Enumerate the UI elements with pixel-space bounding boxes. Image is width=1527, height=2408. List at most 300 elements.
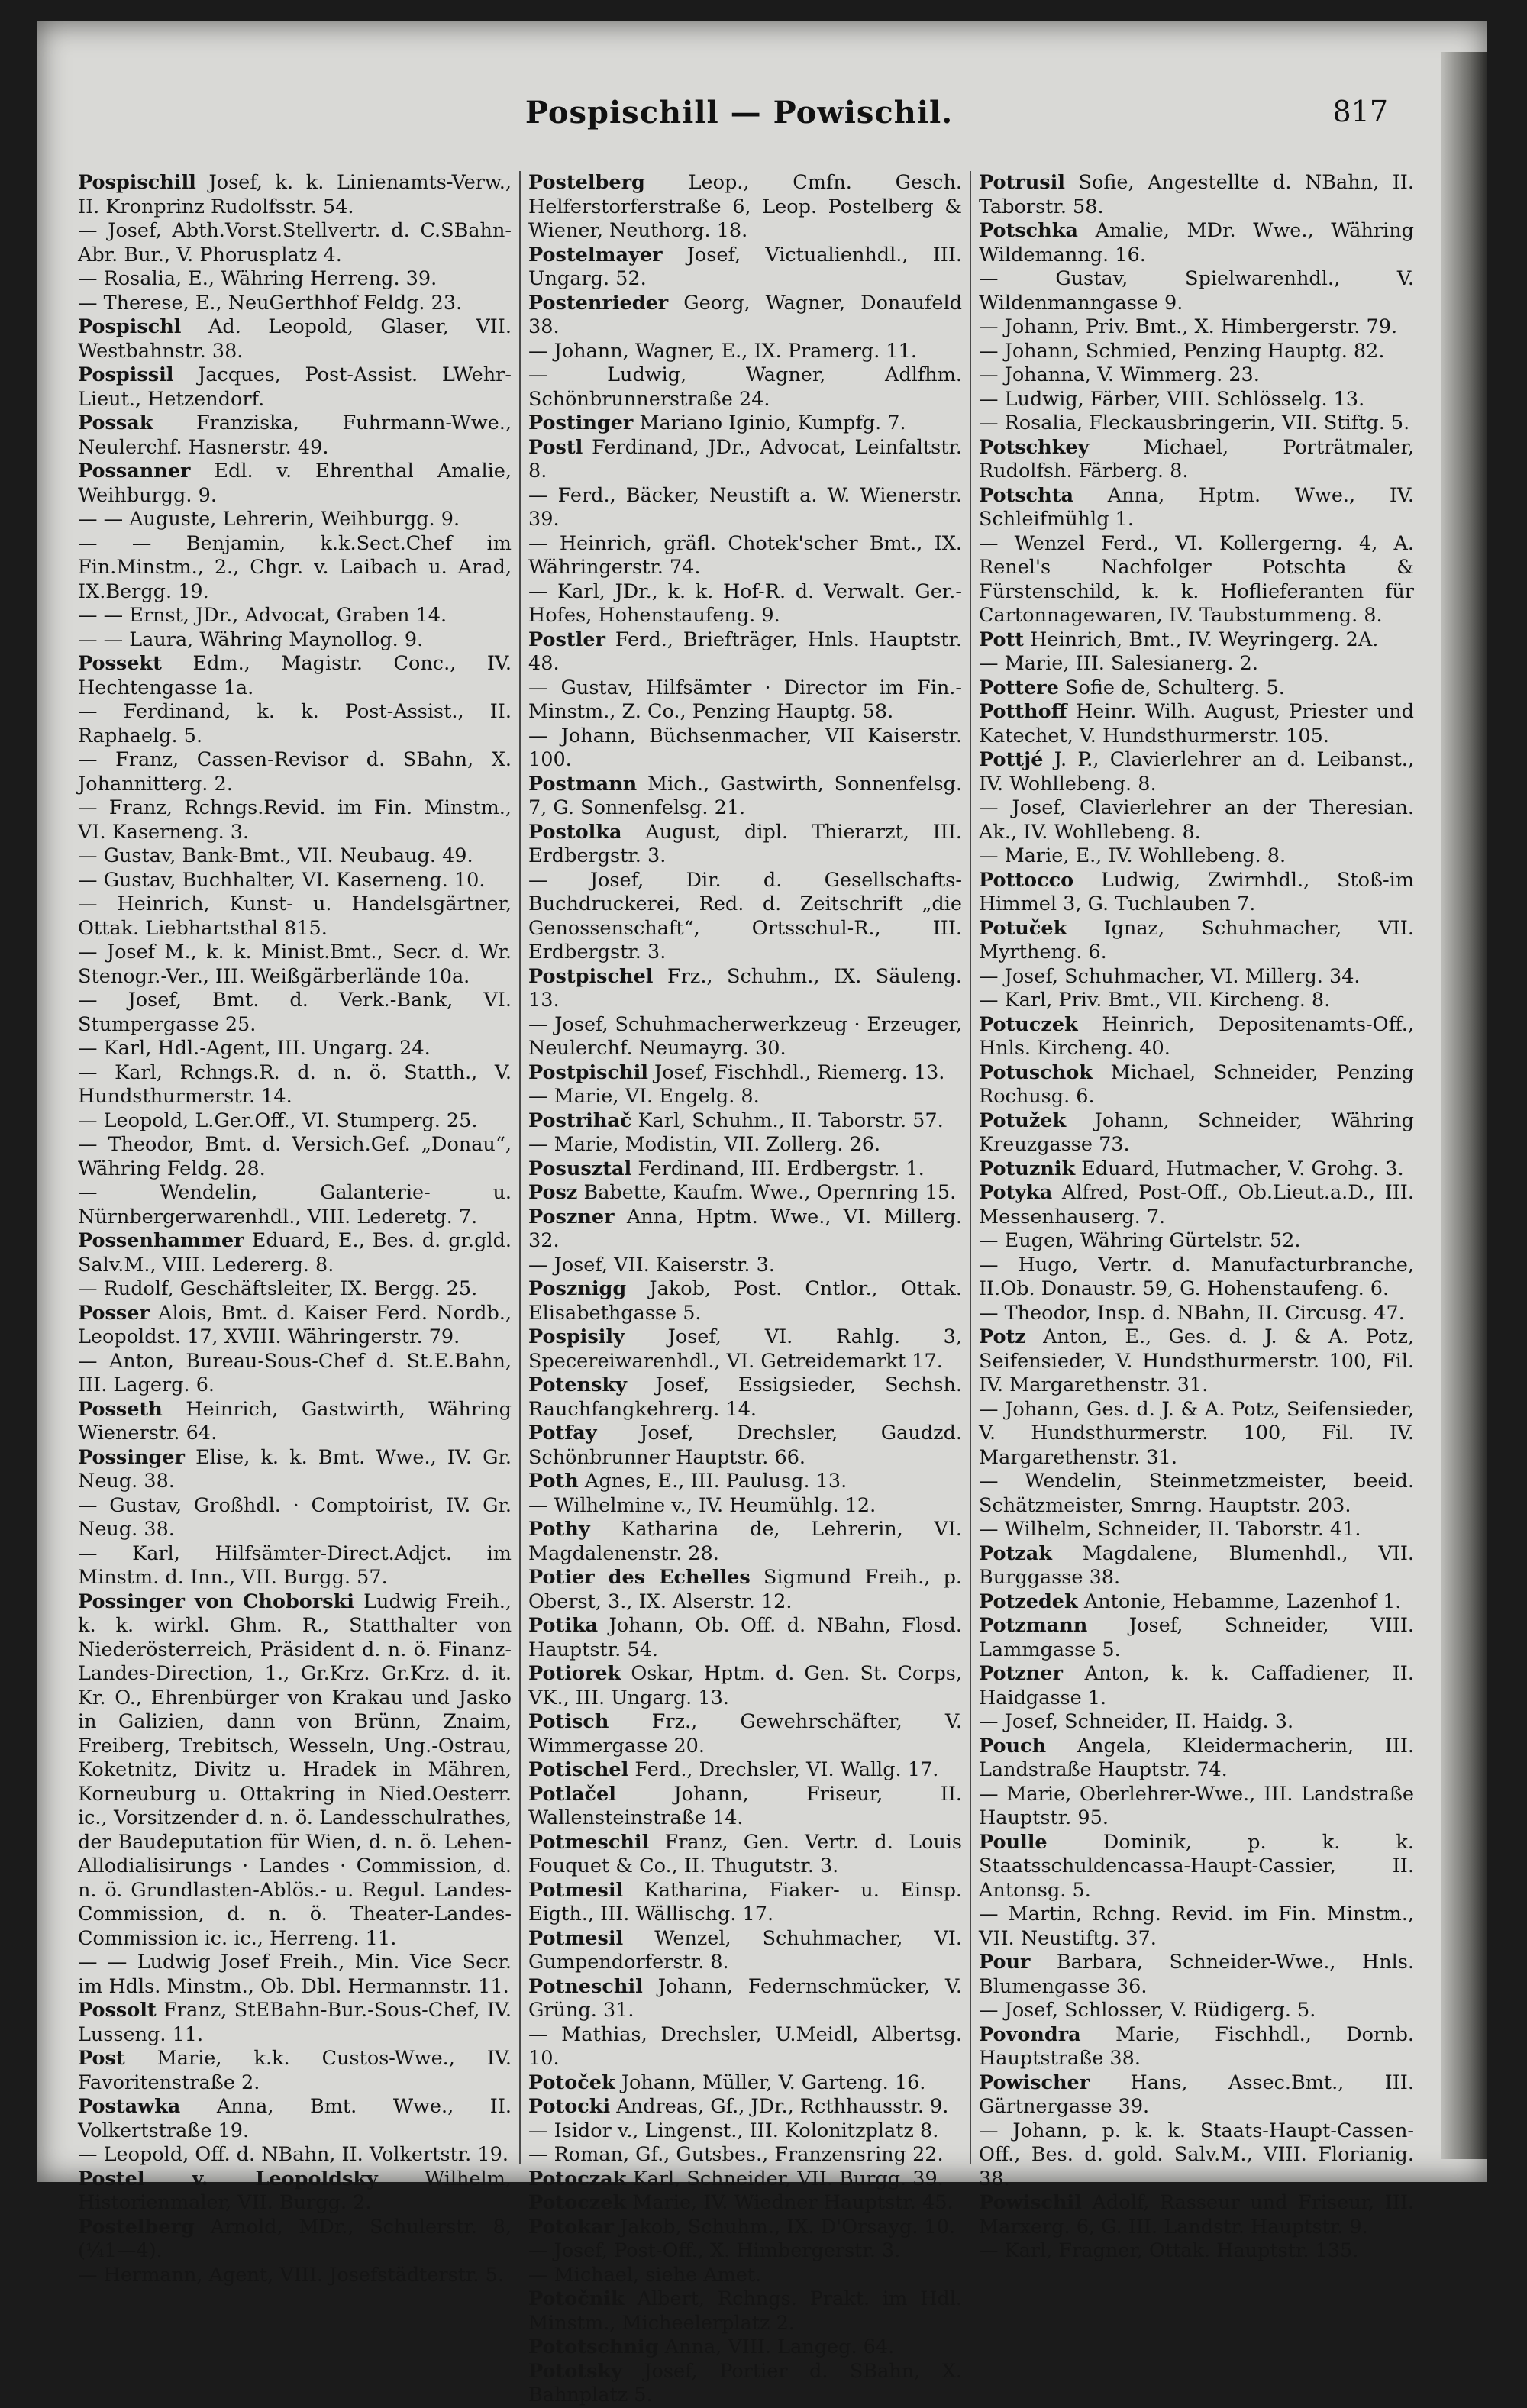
directory-entry (528, 1494, 962, 1519)
entry-surname: Postmann (528, 772, 638, 796)
directory-entry (979, 1590, 1414, 1615)
entry-surname: Potfay (528, 1422, 597, 1444)
entry-details: — Anton, Bureau-Sous-Chef d. St.E.Bahn, III. Lagerg. 6. (78, 1349, 512, 1396)
entry-surname: Potschta (979, 483, 1074, 507)
directory-entry (78, 1109, 512, 1134)
running-title: Pospischill — Powischil. (525, 95, 954, 131)
directory-entry (979, 171, 1414, 219)
directory-entry (528, 1710, 962, 1758)
directory-entry (78, 1181, 512, 1229)
entry-surname: Potzak (979, 1541, 1052, 1565)
entry-details: Ferdinand, JDr., Advocat, Leinfaltstr. 8. (528, 435, 962, 483)
entry-surname: Pott (979, 628, 1025, 651)
entry-surname: Potuschok (979, 1060, 1093, 1084)
entry-surname: Postrihač (528, 1109, 632, 1132)
entry-details: — Wilhelm, Schneider, II. Taborstr. 41. (979, 1518, 1361, 1541)
entry-details: — Johann, Priv. Bmt., X. Himbergerstr. 79. (979, 315, 1398, 338)
entry-details: Heinrich, Depositenamts-Off., Hnls. Kircheng. 40. (979, 1012, 1414, 1060)
entry-details: Georg, Wagner, Donaufeld 38. (528, 291, 962, 338)
entry-surname: Potoček (528, 2071, 615, 2094)
directory-entry (979, 676, 1414, 701)
entry-details: — Josef, VII. Kaiserstr. 3. (528, 1253, 775, 1277)
entry-details: — Roman, Gf., Gutsbes., Franzensring 22. (528, 2143, 944, 2166)
entry-surname: Pospissil (78, 363, 174, 386)
page-edge-shadow (1441, 52, 1487, 2159)
directory-entry (528, 2216, 962, 2240)
directory-entry (528, 484, 962, 532)
directory-entry (979, 1710, 1414, 1735)
directory-entry (78, 267, 512, 292)
entry-details: — Josef M., k. k. Minist.Bmt., Secr. d. Wr. Stenogr.-Ver., III. Weißgärberlände 10a. (78, 941, 512, 988)
entry-details: Magdalene, Blumenhdl., VII. Burggasse 38. (979, 1541, 1414, 1589)
directory-entry (979, 1999, 1414, 2023)
entry-details: Johann, Müller, V. Garteng. 16. (615, 2071, 926, 2094)
directory-entry (979, 1614, 1414, 1662)
entry-details: Frz., Schuhm., IX. Säuleng. 13. (528, 964, 962, 1012)
directory-entry (78, 941, 512, 989)
entry-surname: Potoczak (528, 2167, 627, 2190)
directory-entry (528, 1758, 962, 1783)
entry-surname: Possinger (78, 1445, 185, 1469)
directory-entry (979, 1951, 1414, 1999)
entry-details: Marie, k.k. Custos-Wwe., IV. Favoritenstraße 2. (78, 2047, 512, 2094)
entry-details: Ad. Leopold, Glaser, VII. Westbahnstr. 38. (78, 315, 512, 363)
entry-surname: Postenrieder (528, 291, 669, 315)
directory-entry (979, 436, 1414, 484)
entry-details: Antonie, Hebamme, Lazenhof 1. (1077, 1590, 1402, 1613)
entry-surname: Potisch (528, 1710, 609, 1733)
entry-details: — Ferd., Bäcker, Neustift a. W. Wienerstr. 39. (528, 483, 962, 531)
entry-surname: Posz (528, 1181, 578, 1204)
directory-entry (528, 965, 962, 1013)
entry-details: — Heinrich, gräfl. Chotek'scher Bmt., IX. Währingerstr. 74. (528, 531, 962, 579)
entry-details: Marie, IV. Wiedner Hauptstr. 45. (626, 2191, 954, 2214)
directory-entry (78, 1446, 512, 1494)
directory-entry (528, 244, 962, 292)
directory-entry (979, 748, 1414, 796)
entry-details: Jakob, Post. Cntlor., Ottak. Elisabethgasse 5. (528, 1277, 962, 1325)
entry-details: Eduard, Hutmacher, V. Grohg. 3. (1075, 1157, 1404, 1180)
entry-details: Josef, Essigsieder, Sechsh. Rauchfangkehrerg. 14. (528, 1373, 962, 1421)
entry-details: — Josef, Schuhmacherwerkzeug · Erzeuger, Neulerchf. Neumayrg. 30. (528, 1012, 962, 1060)
entry-details: Heinrich, Gastwirth, Währing Wienerstr. 64. (78, 1397, 512, 1444)
entry-details: Wenzel, Schuhmacher, VI. Gumpendorferstr. 8. (528, 1926, 962, 1974)
directory-entry (78, 1350, 512, 1398)
entry-details: Mich., Gastwirth, Sonnenfelsg. 7, G. Sonnenfelsg. 21. (528, 772, 962, 819)
directory-entry (528, 363, 962, 412)
entry-surname: Posseth (78, 1397, 163, 1421)
directory-entry (979, 484, 1414, 532)
entry-surname: Postler (528, 628, 605, 651)
directory-entry (528, 1109, 962, 1134)
entry-details: Josef, Drechsler, Gaudzd. Schönbrunner Hauptstr. 66. (528, 1422, 962, 1469)
entry-details: — Theodor, Insp. d. NBahn, II. Circusg. 47. (979, 1301, 1405, 1325)
entry-details: — Josef, Abth.Vorst.Stellvertr. d. C.SBahn-Abr. Bur., V. Phorusplatz 4. (78, 219, 512, 266)
entry-details: Elise, k. k. Bmt. Wwe., IV. Gr. Neug. 38. (78, 1445, 512, 1493)
entry-details: Anton, k. k. Caffadiener, II. Haidgasse 1. (979, 1662, 1414, 1709)
entry-surname: Postl (528, 435, 583, 459)
directory-entry (78, 171, 512, 219)
entry-details: — Rosalia, Fleckausbringerin, VII. Stiftg. 5. (979, 412, 1410, 434)
directory-entry (78, 1542, 512, 1590)
directory-entry (78, 748, 512, 796)
entry-surname: Potoczek (528, 2191, 627, 2214)
directory-entry (528, 1373, 962, 1422)
directory-entry (979, 652, 1414, 676)
entry-details: — — Laura, Währing Maynollog. 9. (78, 628, 424, 651)
entry-details: Sofie de, Schulterg. 5. (1058, 676, 1285, 699)
directory-entry (979, 965, 1414, 989)
directory-entry (979, 1254, 1414, 1302)
entry-details: Franz, Gen. Vertr. d. Louis Fouquet & Co., II. Thugutstr. 3. (528, 1830, 962, 1877)
directory-entry (78, 292, 512, 316)
entry-details: August, dipl. Thierarzt, III. Erdbergstr. 3. (528, 820, 962, 867)
entry-details: — Rosalia, E., Währing Herreng. 39. (78, 267, 437, 290)
entry-surname: Potier des Echelles (528, 1566, 751, 1589)
directory-entry (528, 292, 962, 340)
entry-details: Ludwig, Zwirnhdl., Stoß-im Himmel 3, G. Tuchlauben 7. (979, 868, 1414, 915)
entry-details: — Isidor v., Lingenst., III. Kolonitzplatz 8. (528, 2119, 939, 2142)
entry-surname: Possinger von Choborski (78, 1590, 354, 1613)
directory-entry (528, 1662, 962, 1710)
entry-details: Agnes, E., III. Paulusg. 13. (578, 1470, 847, 1493)
entry-surname: Pour (979, 1951, 1031, 1974)
directory-entry (78, 2264, 512, 2288)
directory-entry (979, 1302, 1414, 1326)
entry-details: — Josef, Dir. d. Gesellschafts-Buchdruckerei, Red. d. Zeitschrift „die Genossenschaft“, Ortsschul-R., III. Erdbergstr. 3. (528, 868, 962, 964)
entry-details: — Eugen, Währing Gürtelstr. 52. (979, 1229, 1301, 1252)
entry-details: Frz., Gewehrschäfter, V. Wimmergasse 20. (528, 1710, 962, 1758)
directory-entry (78, 1229, 512, 1277)
column-1 (70, 171, 521, 2287)
entry-surname: Postpischel (528, 964, 654, 988)
entry-surname: Potrusil (979, 171, 1065, 194)
directory-entry (528, 2191, 962, 2216)
entry-details: — Gustav, Hilfsämter · Director im Fin.-Minstm., Z. Co., Penzing Hauptg. 58. (528, 676, 962, 723)
entry-surname: Potuček (979, 916, 1067, 940)
entry-details: — Leopold, L.Ger.Off., VI. Stumperg. 25. (78, 1109, 478, 1132)
entry-details: Adolf, Rasseur und Friseur, III. Marxerg. 6, G. III. Landstr. Hauptstr. 9. (979, 2191, 1414, 2239)
entry-surname: Potočnik (528, 2287, 625, 2310)
entry-surname: Postel v. Leopoldsky (78, 2167, 378, 2190)
entry-surname: Pospischl (78, 315, 182, 338)
directory-entry (78, 869, 512, 893)
entry-details: — Marie, VI. Engelg. 8. (528, 1085, 760, 1108)
directory-entry (979, 989, 1414, 1013)
entry-details: — Josef, Post-Off., X. Himbergerstr. 3. (528, 2239, 901, 2262)
entry-surname: Potocki (528, 2095, 611, 2118)
directory-entry (979, 1398, 1414, 1470)
entry-details: Josef, Fischhdl., Riemerg. 13. (647, 1060, 945, 1084)
entry-surname: Potmeschil (528, 1830, 650, 1854)
directory-entry (78, 1999, 512, 2047)
entry-surname: Pospischill (78, 171, 196, 194)
entry-details: Michael, Schneider, Penzing Rochusg. 6. (979, 1060, 1414, 1108)
directory-entry (528, 2071, 962, 2096)
directory-entry (979, 869, 1414, 917)
entry-details: — Johann, p. k. k. Staats-Haupt-Cassen-Off., Bes. d. gold. Salv.M., VIII. Florianig. 38. (979, 2119, 1414, 2190)
directory-entry (979, 532, 1414, 628)
entry-details: — Karl, Fragner, Ottak. Hauptstr. 135. (979, 2239, 1359, 2262)
directory-entry (979, 1903, 1414, 1951)
entry-surname: Potika (528, 1614, 599, 1637)
directory-entry (78, 1037, 512, 1061)
directory-entry (979, 844, 1414, 869)
entry-details: — Josef, Schlosser, V. Rüdigerg. 5. (979, 1999, 1316, 2022)
directory-entry (979, 388, 1414, 412)
entry-details: Josef, Portier d. SBahn, X. Bahnplatz 5. (528, 2359, 962, 2406)
directory-entry (528, 532, 962, 580)
entry-surname: Pothy (528, 1518, 590, 1541)
directory-entry (78, 893, 512, 941)
entry-details: Ignaz, Schuhmacher, VII. Myrtheng. 6. (979, 916, 1414, 964)
entry-surname: Poszner (528, 1205, 615, 1228)
entry-details: — Marie, E., IV. Wohllebeng. 8. (979, 844, 1286, 867)
entry-surname: Potlačel (528, 1782, 616, 1806)
entry-details: — Wendelin, Galanterie- u. Nürnbergerwarenhdl., VIII. Lederetg. 7. (78, 1181, 512, 1228)
entry-surname: Potschkey (979, 435, 1090, 459)
entry-details: — Marie, III. Salesianerg. 2. (979, 652, 1258, 675)
entry-details: Babette, Kaufm. Wwe., Opernring 15. (577, 1181, 957, 1204)
directory-entry (528, 2168, 962, 2192)
directory-entry (528, 869, 962, 965)
directory-entry (979, 1061, 1414, 1109)
entry-details: — Johann, Ges. d. J. & A. Potz, Seifensieder, V. Hundsthurmerstr. 100, Fil. IV. Margarethenstr. 31. (979, 1397, 1414, 1469)
entry-details: Ferd., Briefträger, Hnls. Hauptstr. 48. (528, 628, 962, 675)
directory-entry (979, 1470, 1414, 1518)
entry-surname: Pouch (979, 1734, 1047, 1758)
directory-entry (528, 1566, 962, 1614)
entry-details: Anna, VIII. Langeg. 64. (658, 2335, 895, 2358)
directory-entry (78, 796, 512, 844)
entry-details: — Gustav, Bank-Bmt., VII. Neubaug. 49. (78, 844, 473, 867)
directory-entry (78, 1590, 512, 1951)
entry-details: — Gustav, Buchhalter, VI. Kaserneng. 10. (78, 868, 486, 892)
directory-entry (979, 628, 1414, 653)
directory-entry (979, 1783, 1414, 1831)
entry-details: Angela, Kleidermacherin, III. Landstraße Hauptstr. 74. (979, 1734, 1414, 1781)
entry-details: — Wendelin, Steinmetzmeister, beeid. Schätzmeister, Smrng. Hauptstr. 203. (979, 1470, 1414, 1517)
directory-entry (528, 1133, 962, 1157)
directory-entry (979, 1518, 1414, 1542)
entry-details: — Gustav, Spielwarenhdl., V. Wildenmanngasse 9. (979, 267, 1414, 315)
entry-details: — Ludwig, Wagner, Adlfhm. Schönbrunnerstraße 24. (528, 363, 962, 411)
directory-entry (528, 1013, 962, 1061)
directory-entry (78, 628, 512, 653)
entry-details: Ludwig Freih., k. k. wirkl. Ghm. R., Statthalter von Niederösterreich, Präsident d. n. ö. Finanz-Landes-Direction, 1., Gr.Krz. Gr.Krz. d. it. Kr. O., Ehrenbürger von Krakau und Jasko in Galizien, dann von Brünn, Znaim, Freiberg, Trebitsch, Wesseln, Ung.-Ostrau, Koketnitz, Divitz u. Hradek in Mähren, Korneuburg u. Ottakring in Nied.Oesterr. ic., Vorsitzender d. n. ö. Landesschulrathes, der Baudeputation für Wien, d. n. ö. Lehen-Allodialisirungs · Landes · Commission, d. n. ö. Grundlasten-Ablös.- u. Regul. Landes-Commission, d. n. ö. Theater-Landes-Commission ic. ic., Herreng. 11. (78, 1590, 512, 1950)
entry-details: Johann, Federnschmücker, V. Grüng. 31. (528, 1974, 962, 2022)
column-2 (521, 171, 971, 2406)
entry-details: — Leopold, Off. d. NBahn, II. Volkertstr. 19. (78, 2143, 508, 2166)
directory-entry (78, 2143, 512, 2168)
directory-entry (979, 267, 1414, 315)
page-header (37, 95, 1441, 148)
entry-details: Dominik, p. k. k. Staatsschuldencassa-Haupt-Cassier, II. Antonsg. 5. (979, 1830, 1414, 1902)
entry-details: Arnold, MDr., Schulerstr. 8, (¼1—4). (78, 2215, 512, 2262)
directory-entry (528, 1518, 962, 1566)
entry-details: — Therese, E., NeuGerthhof Feldg. 23. (78, 291, 463, 315)
entry-details: — Johann, Büchsenmacher, VII Kaiserstr. 100. (528, 724, 962, 771)
entry-details: Heinr. Wilh. August, Priester und Katechet, V. Hundsthurmerstr. 105. (979, 700, 1414, 747)
entry-surname: Pototsky (528, 2359, 622, 2383)
entry-details: Alfred, Post-Off., Ob.Lieut.a.D., III. Messenhauserg. 7. (979, 1181, 1414, 1228)
entry-surname: Potthoff (979, 700, 1067, 723)
entry-details: Katharina de, Lehrerin, VI. Magdalenenstr. 28. (528, 1518, 962, 1565)
entry-surname: Potischel (528, 1758, 629, 1781)
entry-details: — Karl, Hilfsämter-Direct.Adjct. im Minstm. d. Inn., VII. Burgg. 57. (78, 1541, 512, 1589)
entry-surname: Postpischil (528, 1060, 648, 1084)
entry-details: Albert, Rchngs. Prakt. im Hdl. Minstm., Micheelerplatz 2. (528, 2287, 962, 2335)
directory-entry (979, 917, 1414, 965)
directory-entry (78, 363, 512, 412)
directory-entry (528, 1975, 962, 2023)
entry-surname: Pototschnig (528, 2335, 659, 2358)
entry-details: — — Ernst, JDr., Advocat, Graben 14. (78, 604, 447, 627)
directory-entry (78, 1494, 512, 1542)
entry-details: Franziska, Fuhrmann-Wwe., Neulerchf. Hasnerstr. 49. (78, 412, 512, 459)
entry-details: Ferd., Drechsler, VI. Wallg. 17. (628, 1758, 939, 1781)
entry-details: Michael, Porträtmaler, Rudolfsh. Färberg. 8. (979, 435, 1414, 483)
directory-entry (528, 676, 962, 725)
directory-entry (979, 340, 1414, 364)
directory-entry (528, 2287, 962, 2335)
directory-entry (528, 1277, 962, 1325)
entry-details: — Gustav, Großhdl. · Comptoirist, IV. Gr. Neug. 38. (78, 1493, 512, 1541)
entry-details: Andreas, Gf., JDr., Rcthhausstr. 9. (610, 2095, 949, 2118)
entry-surname: Possak (78, 412, 153, 434)
entry-surname: Posser (78, 1301, 150, 1325)
directory-entry (979, 1013, 1414, 1061)
entry-details: Franz, StEBahn-Bur.-Sous-Chef, IV. Lusseng. 11. (78, 1999, 512, 2046)
directory-entry (528, 1927, 962, 1975)
directory-entry (528, 2023, 962, 2071)
directory-entry (78, 700, 512, 748)
entry-details: — Josef, Schneider, II. Haidg. 3. (979, 1710, 1294, 1733)
directory-entry (979, 219, 1414, 267)
directory-entry (528, 340, 962, 364)
directory-entry (78, 2095, 512, 2143)
entry-surname: Potmesil (528, 1878, 624, 1902)
entry-surname: Potzmann (979, 1614, 1088, 1637)
entry-details: — Hugo, Vertr. d. Manufacturbranche, II.Ob. Donaustr. 59, G. Hohenstaufeng. 6. (979, 1253, 1414, 1300)
entry-details: Leop., Cmfn. Gesch. Helferstorferstraße 6, Leop. Postelberg & Wiener, Neuthorg. 18. (528, 171, 962, 242)
directory-entry (78, 2047, 512, 2095)
entry-details: Sigmund Freih., p. Oberst, 3., IX. Alserstr. 12. (528, 1566, 962, 1613)
entry-details: Heinrich, Bmt., IV. Weyringerg. 2A. (1024, 628, 1379, 651)
entry-surname: Postinger (528, 412, 634, 434)
directory-entry (979, 412, 1414, 436)
directory-entry (979, 2239, 1414, 2264)
entry-surname: Potuznik (979, 1157, 1076, 1180)
directory-entry (78, 460, 512, 508)
directory-entry (979, 1831, 1414, 1903)
entry-surname: Possanner (78, 460, 191, 483)
entry-details: — Franz, Rchngs.Revid. im Fin. Minstm., VI. Kaserneng. 3. (78, 796, 512, 844)
entry-surname: Possenhammer (78, 1229, 244, 1252)
entry-details: Marie, Fischhdl., Dornb. Hauptstraße 38. (979, 2022, 1414, 2070)
directory-entry (528, 580, 962, 628)
entry-details: — Ludwig, Färber, VIII. Schlösselg. 13. (979, 387, 1365, 411)
directory-entry (78, 412, 512, 460)
entry-surname: Potzedek (979, 1590, 1078, 1613)
directory-entry (528, 1831, 962, 1879)
directory-entry (78, 1951, 512, 1999)
directory-columns (70, 171, 1422, 2406)
directory-entry (528, 821, 962, 869)
entry-details: — Franz, Cassen-Revisor d. SBahn, X. Johannitterg. 2. (78, 748, 512, 796)
directory-page (37, 21, 1487, 2406)
directory-entry (979, 2191, 1414, 2239)
directory-entry (78, 652, 512, 700)
directory-entry (78, 2216, 512, 2264)
entry-details: — Heinrich, Kunst- u. Handelsgärtner, Ottak. Liebhartsthal 815. (78, 893, 512, 940)
entry-surname: Postelberg (528, 171, 645, 194)
entry-surname: Postelberg (78, 2215, 195, 2239)
entry-details: — Karl, Rchngs.R. d. n. ö. Statth., V. Hundsthurmerstr. 14. (78, 1060, 512, 1108)
entry-details: Jakob, Schuhm., IX. D'Orsayg. 10. (613, 2215, 956, 2239)
directory-entry (78, 1133, 512, 1181)
entry-surname: Possolt (78, 1999, 157, 2022)
entry-details: — — Benjamin, k.k.Sect.Chef im Fin.Minstm., 2., Chgr. v. Laibach u. Arad, IX.Bergg. 19. (78, 531, 512, 603)
entry-surname: Potokar (528, 2215, 614, 2239)
directory-entry (979, 363, 1414, 388)
directory-entry (78, 508, 512, 532)
entry-details: Jacques, Post-Assist. LWehr-Lieut., Hetzendorf. (78, 363, 512, 411)
directory-entry (528, 2239, 962, 2264)
entry-details: Josef, k. k. Linienamts-Verw., II. Kronprinz Rudolfsstr. 54. (78, 171, 512, 218)
entry-surname: Powischil (979, 2191, 1082, 2214)
entry-details: Josef, VI. Rahlg. 3, Specereiwarenhdl., VI. Getreidemarkt 17. (528, 1325, 962, 1373)
entry-details: Johann, Ob. Off. d. NBahn, Flosd. Hauptstr. 54. (528, 1614, 962, 1661)
directory-entry (78, 604, 512, 628)
entry-surname: Potmesil (528, 1926, 624, 1950)
directory-entry (979, 1542, 1414, 1590)
directory-entry (528, 628, 962, 676)
directory-entry (979, 796, 1414, 844)
entry-details: — Marie, Oberlehrer-Wwe., III. Landstraße Hauptstr. 95. (979, 1782, 1414, 1829)
directory-entry (528, 1061, 962, 1086)
entry-details: Oskar, Hptm. d. Gen. St. Corps, VK., III. Ungarg. 13. (528, 1662, 962, 1709)
entry-details: — Wenzel Ferd., VI. Kollergerng. 4, A. Renel's Nachfolger Potschta & Fürstenschild, k. k. Hoflieferanten für Cartonnagewaren, IV. Taubstummeng. 8. (979, 531, 1414, 627)
directory-entry (528, 1157, 962, 1182)
directory-entry (528, 1206, 962, 1254)
entry-details: — — Ludwig Josef Freih., Min. Vice Secr. im Hdls. Minstm., Ob. Dbl. Hermannstr. 11. (78, 1951, 512, 1998)
directory-entry (528, 1614, 962, 1662)
entry-details: — Ferdinand, k. k. Post-Assist., II. Raphaelg. 5. (78, 700, 512, 747)
entry-details: Sofie, Angestellte d. NBahn, II. Taborstr. 58. (979, 171, 1414, 218)
directory-entry (528, 2335, 962, 2360)
entry-surname: Posusztal (528, 1157, 632, 1180)
entry-details: — Mathias, Drechsler, U.Meidl, Albertsg. 10. (528, 2022, 962, 2070)
entry-details: — Marie, Modistin, VII. Zollerg. 26. (528, 1133, 881, 1156)
entry-details: — Hermann, Agent, VIII. Josefstädterstr. 5. (78, 2263, 504, 2287)
entry-surname: Powischer (979, 2071, 1090, 2094)
directory-entry (528, 171, 962, 244)
directory-entry (528, 1254, 962, 1278)
directory-entry (528, 1085, 962, 1109)
directory-entry (979, 2119, 1414, 2192)
directory-entry (528, 1470, 962, 1494)
entry-surname: Potensky (528, 1373, 627, 1396)
entry-details: Karl, Schuhm., II. Taborstr. 57. (631, 1109, 944, 1132)
directory-entry (528, 2360, 962, 2408)
entry-surname: Potiorek (528, 1662, 621, 1685)
directory-entry (979, 1157, 1414, 1182)
column-3 (971, 171, 1422, 2262)
directory-entry (979, 2023, 1414, 2071)
entry-details: — Michael, siehe Amet. (528, 2263, 762, 2287)
entry-details: — Josef, Schuhmacher, VI. Millerg. 34. (979, 964, 1361, 988)
